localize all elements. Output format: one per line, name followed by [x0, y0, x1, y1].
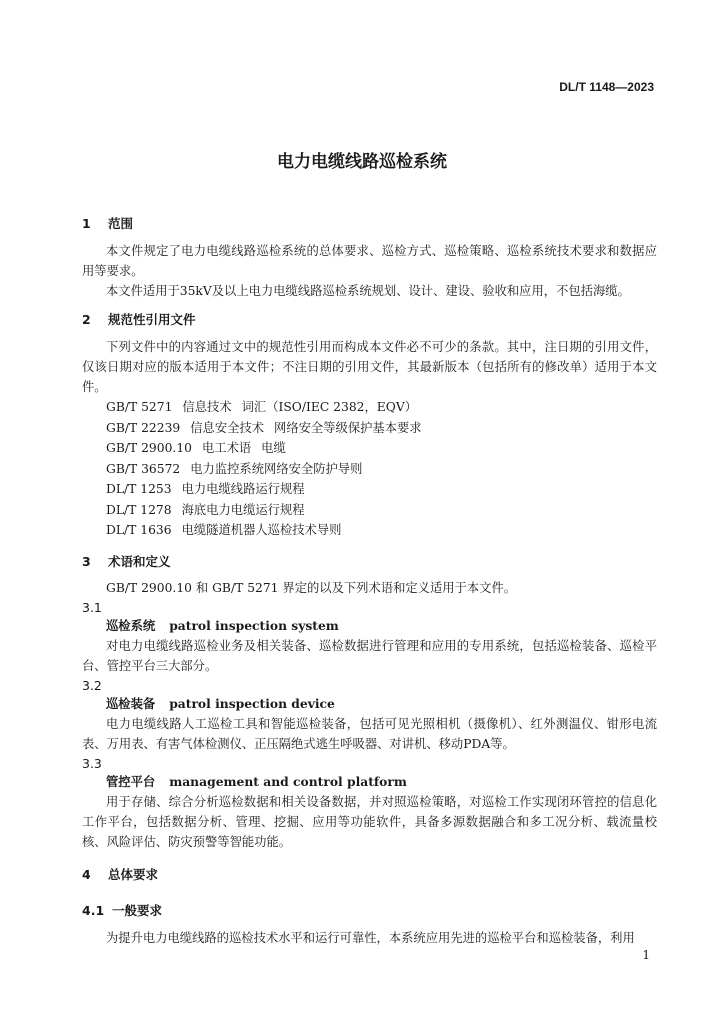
section-title: 规范性引用文件 — [108, 312, 196, 327]
reference-item — [82, 459, 657, 480]
section-number: 4 — [82, 866, 91, 882]
term-chinese: 巡检系统 — [106, 618, 156, 633]
reference-title: 电力电缆线路运行规程 — [181, 482, 305, 496]
reference-code: GB/T 2900.10 — [106, 441, 192, 455]
reference-title: 电力监控系统网络安全防护导则 — [190, 461, 363, 476]
reference-title: 信息安全技术 — [190, 420, 265, 435]
reference-title: 电缆隧道机器人巡检技术导则 — [181, 523, 342, 537]
term-definition: 对电力电缆线路巡检业务及相关装备、巡检数据进行管理和应用的专用系统，包括巡检装备、巡检平台、管控平台三大部分。 — [82, 638, 657, 673]
subsection-number: 4.1 — [82, 902, 105, 918]
paragraph: GB/T 2900.10 和 GB/T 5271 界定的以及下列术语和定义适用于本文件。 — [106, 580, 517, 595]
subsection-heading-4-1 — [82, 901, 657, 919]
paragraph: 下列文件中的内容通过文中的规范性引用而构成本文件必不可少的条款。其中，注日期的引用文件，仅该日期对应的版本适用于本文件；不注日期的引用文件，其最新版本（包括所有的修改单）适用于本文件。 — [82, 340, 657, 394]
subsection-title: 一般要求 — [112, 902, 163, 918]
reference-item — [82, 520, 657, 541]
reference-item — [82, 397, 657, 418]
reference-code: GB/T 36572 — [106, 461, 181, 476]
reference-title: 电工术语 — [201, 441, 252, 455]
term-number: 3.2 — [82, 677, 102, 693]
term-english: patrol inspection system — [169, 617, 339, 633]
term-heading — [82, 616, 657, 636]
term-english: management and control platform — [169, 773, 407, 789]
reference-code: GB/T 22239 — [106, 420, 181, 435]
document-body — [82, 214, 657, 948]
reference-subtitle: 词汇（ISO/IEC 2382，EQV） — [241, 400, 417, 414]
reference-item — [82, 479, 657, 500]
reference-code: DL/T 1278 — [106, 502, 172, 517]
section-title: 术语和定义 — [108, 553, 171, 569]
reference-subtitle: 网络安全等级保护基本要求 — [274, 420, 422, 435]
reference-item — [82, 500, 657, 521]
section-title: 范围 — [108, 216, 134, 231]
document-number: DL/T 1148—2023 — [559, 80, 654, 94]
section-heading-4 — [82, 865, 657, 883]
term-heading — [82, 694, 657, 714]
reference-subtitle: 电缆 — [261, 441, 286, 455]
document-title: 电力电缆线路巡检系统 — [277, 152, 447, 172]
reference-code: DL/T 1253 — [106, 482, 172, 496]
section-number: 1 — [82, 216, 91, 231]
section-title: 总体要求 — [108, 866, 159, 882]
section-heading-3 — [82, 552, 657, 570]
reference-item — [82, 418, 657, 439]
reference-item — [82, 438, 657, 459]
term-chinese: 管控平台 — [106, 774, 156, 789]
reference-code: GB/T 5271 — [106, 400, 173, 414]
reference-code: DL/T 1636 — [106, 523, 172, 537]
section-number: 2 — [82, 312, 91, 327]
term-definition: 电力电缆线路人工巡检工具和智能巡检装备，包括可见光照相机（摄像机）、红外测温仪、钳形电流表、万用表、有害气体检测仪、正压隔绝式逃生呼吸器、对讲机、移动PDA等。 — [82, 716, 657, 751]
term-heading — [82, 772, 657, 792]
section-heading-1 — [82, 214, 657, 232]
term-definition: 用于存储、综合分析巡检数据和相关设备数据，并对照巡检策略，对巡检工作实现闭环管控的信息化工作平台，包括数据分析、管理、挖掘、应用等功能软件，具备多源数据融合和多工况分析、载流量校核、风险评估、防灾预警等智能功能。 — [82, 794, 657, 849]
section-heading-2 — [82, 310, 657, 328]
paragraph: 为提升电力电缆线路的巡检技术水平和运行可靠性，本系统应用先进的巡检平台和巡检装备，利用 — [106, 930, 635, 945]
reference-list — [82, 397, 657, 541]
reference-title: 信息技术 — [182, 400, 232, 414]
term-english: patrol inspection device — [169, 695, 335, 711]
term-chinese: 巡检装备 — [106, 696, 156, 711]
reference-title: 海底电力电缆运行规程 — [181, 502, 305, 517]
term-number: 3.1 — [82, 599, 102, 615]
paragraph: 本文件规定了电力电缆线路巡检系统的总体要求、巡检方式、巡检策略、巡检系统技术要求和数据应用等要求。 — [82, 244, 657, 278]
page-number: 1 — [642, 948, 650, 962]
section-number: 3 — [82, 553, 91, 569]
paragraph: 本文件适用于35kV及以上电力电缆线路巡检系统规划、设计、建设、验收和应用，不包括海缆。 — [106, 284, 630, 298]
term-number: 3.3 — [82, 755, 102, 771]
